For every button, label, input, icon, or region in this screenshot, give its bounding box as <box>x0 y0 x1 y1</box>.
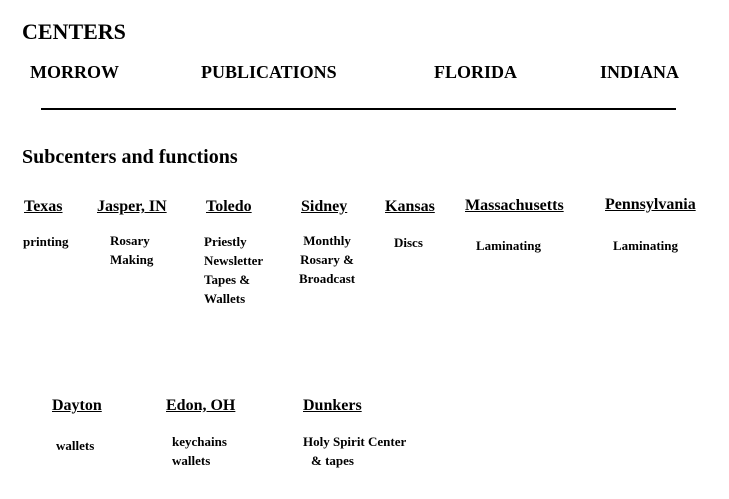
subcenter-sidney: Sidney <box>301 198 348 215</box>
function-item: & tapes <box>311 453 354 468</box>
function-item: Laminating <box>476 238 542 253</box>
function-item: Holy Spirit Center <box>303 434 407 449</box>
center-florida: FLORIDA <box>434 62 518 82</box>
subcenter-massachusetts: Massachusetts <box>465 197 564 214</box>
subcenter-pennsylvania: Pennsylvania <box>605 196 696 213</box>
function-item: Newsletter <box>204 253 264 268</box>
center-indiana: INDIANA <box>600 62 680 82</box>
subcenter-kansas: Kansas <box>385 198 435 215</box>
subcenter-jasper: Jasper, IN <box>97 198 167 215</box>
function-item: Tapes & <box>204 272 251 287</box>
divider-line <box>41 108 676 110</box>
function-list <box>394 233 423 252</box>
function-list <box>299 231 355 288</box>
subcenter-texas: Texas <box>24 198 63 215</box>
function-item: Laminating <box>613 238 679 253</box>
function-item: Rosary <box>110 233 150 248</box>
function-item: Discs <box>394 235 423 250</box>
function-item: keychains <box>172 434 227 449</box>
subcenter-dunkers: Dunkers <box>303 397 362 414</box>
page-title: CENTERS <box>22 19 126 44</box>
function-item: wallets <box>56 438 95 453</box>
subcenter-edon: Edon, OH <box>166 397 236 414</box>
subcenter-dayton: Dayton <box>52 397 102 414</box>
function-list <box>56 436 94 455</box>
subcenter-toledo: Toledo <box>206 198 252 215</box>
function-list <box>613 236 678 255</box>
function-item: printing <box>23 234 69 249</box>
section-heading: Subcenters and functions <box>22 146 238 168</box>
function-item: Wallets <box>204 291 246 306</box>
function-list <box>23 232 69 251</box>
center-morrow: MORROW <box>30 62 119 82</box>
function-item: Broadcast <box>299 271 356 286</box>
function-item: wallets <box>172 453 211 468</box>
function-list <box>303 432 406 470</box>
function-item: Rosary & <box>300 252 354 267</box>
function-item: Monthly <box>303 233 351 248</box>
function-list <box>110 231 153 269</box>
function-list <box>172 432 227 470</box>
function-list <box>476 236 541 255</box>
function-item: Priestly <box>204 234 247 249</box>
function-item: Making <box>110 252 154 267</box>
function-list <box>204 232 263 308</box>
center-publications: PUBLICATIONS <box>201 62 337 82</box>
